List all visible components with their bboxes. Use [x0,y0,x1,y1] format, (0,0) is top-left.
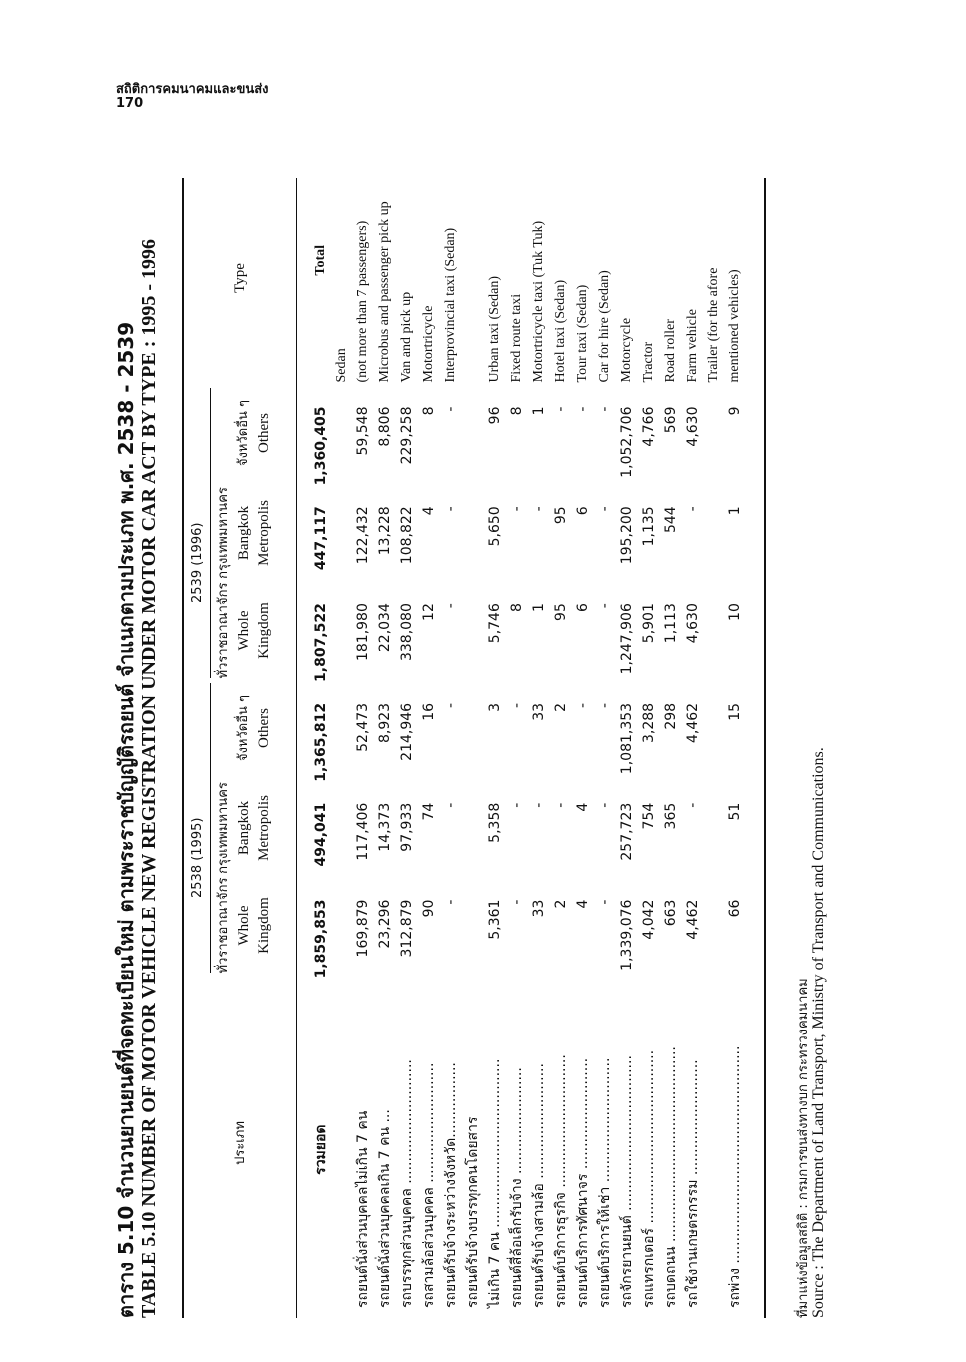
cell-value: - [597,802,613,808]
cell-value: 122,432 [355,506,371,565]
type-english-header: Type [232,263,248,293]
cell-value [332,399,352,499]
cell-value: 51 [727,802,743,821]
bangkok-1996-header: กรุงเทพมหานคร Bangkok Metropolis [216,487,272,579]
cell-value: 229,258 [399,406,415,465]
row-label-english: Van and pick up [399,291,414,383]
row-label-english: Urban taxi (Sedan) [487,275,502,383]
cell-value: 10 [727,603,743,621]
cell-value: - [597,702,613,708]
cell-value: 195,200 [619,506,635,565]
cell-value: 1,859,853 [313,899,329,979]
cell-value: 257,723 [619,802,635,861]
row-label-thai: รถพ่วง ................................................. [727,1045,743,1308]
row-label-english: Trailer (for the afore [706,267,721,383]
cell-value: 338,080 [399,603,415,662]
row-label-thai [332,991,352,1308]
cell-value: 33 [531,899,547,918]
cell-value [704,795,724,892]
table-row [484,138,506,1308]
row-label-english: Farm vehicle [685,309,700,383]
cell-value: - [575,702,591,708]
row-label-thai: รถยนต์รับจ้างสามล้อ .......................... [531,1063,547,1308]
cell-value: 5,901 [641,603,657,644]
cell-value: 74 [421,802,437,821]
cell-value: 298 [663,702,679,730]
cell-value: 95 [553,506,569,525]
cell-value: 5,650 [487,506,503,547]
table-row [616,138,638,1308]
cell-value: 1,081,353 [619,702,635,775]
cell-value: 4 [575,899,591,909]
cell-value [462,399,484,499]
cell-value: 1,807,522 [313,603,329,682]
year-1995-header: 2538 (1995) [190,817,205,898]
cell-value: 95 [553,603,569,621]
row-label-english: Car for hire (Sedan) [597,270,612,383]
cell-value: 96 [487,406,503,425]
cell-value: 22,034 [377,603,393,653]
cell-value [704,695,724,795]
cell-value: 33 [531,702,547,721]
cell-value: - [575,406,591,412]
cell-value: 312,879 [399,899,415,958]
cell-value: 9 [727,406,743,416]
cell-value [462,695,484,795]
cell-value: 1,135 [641,506,657,547]
row-label-thai: รถยนต์บริการทัศนาจร ......................... [575,1057,591,1308]
cell-value: 8,923 [377,702,393,744]
row-label-english: Road roller [663,319,678,383]
row-label-english: Tour taxi (Sedan) [575,284,590,383]
cell-value: - [509,802,525,808]
cell-value [332,892,352,992]
table-row [528,138,550,1308]
cell-value: 1 [531,406,547,416]
cell-value [704,595,724,695]
others-1996-header: จังหวัดอื่น ๆ Others [236,399,272,467]
table-caption-thai: ตาราง 5.10 จำนวนยานยนต์ที่จดทะเบียนใหม่ ตามพระราชบัญญัติรถยนต์ จำแนกตามประเภท พ.ศ. 2538 - 2539 [114,321,138,1318]
data-table-body [310,138,746,1308]
cell-value: 52,473 [355,702,371,752]
row-label-english: Hotel taxi (Sedan) [553,279,568,383]
year-1996-header: 2539 (1996) [190,522,205,603]
row-label-thai: รถยนต์นั่งส่วนบุคคลเกิน 7 คน ... [377,1109,393,1308]
row-label-thai: รถยนต์บริการให้เช่า ............................ [597,1057,613,1308]
cell-value: 569 [663,406,679,434]
table-row [396,138,418,1308]
cell-value: 3 [487,702,503,712]
row-label-thai [704,991,724,1308]
cell-value: 8,806 [377,406,393,447]
cell-value: 16 [421,702,437,721]
cell-value: 23,296 [377,899,393,949]
cell-value [462,498,484,595]
cell-value: - [597,899,613,905]
cell-value: 5,361 [487,899,503,940]
cell-value [462,795,484,892]
table-row [594,138,616,1308]
row-label-thai: รถใช้งานเกษตรกรรม .......................... [685,1059,701,1308]
cell-value: 1,339,076 [619,899,635,971]
cell-value: - [443,702,459,708]
row-label-english: Motorcycle [619,317,634,383]
page-number: 170 [116,96,144,111]
cell-value: 90 [421,899,437,918]
cell-value: 4,042 [641,899,657,940]
source-note-english: Source : The Department of Land Transport, Ministry of Transport and Communications. [810,747,827,1318]
bottom-rule [764,178,766,1318]
row-label-thai: รถยนต์นั่งส่วนบุคคลไม่เกิน 7 คน [355,1110,371,1308]
table-row [550,138,572,1308]
row-label-english: Fixed route taxi [509,293,524,383]
row-label-thai: รถยนต์รับจ้างบรรทุกคนโดยสาร [465,1116,481,1308]
cell-value: 4,462 [685,899,701,940]
cell-value: 59,548 [355,406,371,456]
row-label-thai: รถบดถนน ............................................ [663,1046,679,1308]
cell-value: 494,041 [313,802,329,867]
cell-value: 1,052,706 [619,406,635,478]
cell-value: 117,406 [355,802,371,861]
cell-value: 4,630 [685,603,701,644]
table-row [724,138,746,1308]
cell-value: 8 [421,406,437,416]
cell-value: 663 [663,899,679,927]
cell-value [462,595,484,695]
cell-value: 4 [421,506,437,516]
row-label-thai: รถบรรทุกส่วนบุคคล ............................ [399,1059,415,1308]
row-label-english: Sedan [334,348,349,383]
cell-value: 1,365,812 [313,702,329,782]
cell-value: 4,462 [685,702,701,744]
cell-value: 8 [509,406,525,416]
cell-value: - [685,506,701,512]
cell-value: 3,288 [641,702,657,744]
row-label-thai: รถแทรกเตอร์ ....................................... [641,1049,657,1308]
row-label-english: Tractor [641,341,656,383]
cell-value: 2 [553,899,569,909]
row-label-thai: รถยนต์รับจ้างระหว่างจังหวัด................. [443,1062,459,1308]
cell-value: 365 [663,802,679,830]
table-caption-english: TABLE 5.10 NUMBER OF MOTOR VEHICLE NEW REGISTRATION UNDER MOTOR CAR ACT BY TYPE : 1995 - 1996 [138,238,160,1318]
year-1996-rule [210,388,211,678]
cell-value: 5,358 [487,802,503,843]
cell-value: 14,373 [377,802,393,852]
cell-value: 2 [553,702,569,712]
table-row [374,138,396,1308]
cell-value: - [531,506,547,512]
table-row [352,138,374,1308]
cell-value [462,892,484,992]
cell-value [332,498,352,595]
rotated-table-page [110,138,850,1318]
cell-value: 754 [641,802,657,830]
cell-value: - [509,899,525,905]
cell-value: 214,946 [399,702,415,761]
cell-value: - [685,802,701,808]
cell-value: - [597,406,613,412]
cell-value: 4,630 [685,406,701,447]
cell-value: - [553,802,569,808]
cell-value [704,892,724,992]
cell-value: - [443,603,459,609]
row-label-english: (not more than 7 passengers) [355,220,370,383]
row-label-thai: รถสามล้อส่วนบุคคล ........................... [421,1062,437,1308]
top-rule [182,178,184,1318]
cell-value: 15 [727,702,743,721]
bangkok-1995-header: กรุงเทพมหานคร Bangkok Metropolis [216,782,272,874]
cell-value: 4,766 [641,406,657,447]
row-label-english: Microbus and passenger pick up [377,201,392,383]
cell-value: 12 [421,603,437,621]
cell-value [332,595,352,695]
cell-value: - [443,802,459,808]
cell-value: 13,228 [377,506,393,556]
row-label-thai: รถยนต์บริการธุรกิจ .............................. [553,1054,569,1308]
total-row [310,138,332,1308]
row-label-thai: รถยนต์สี่ล้อเล็กรับจ้าง ........................ [509,1067,525,1308]
table-row [638,138,660,1308]
row-label-english: Interprovincial taxi (Sedan) [443,227,458,383]
cell-value [332,695,352,795]
cell-value: 1,113 [663,603,679,644]
cell-value: 4 [575,802,591,812]
row-label-english: Motortricycle [421,305,436,383]
cell-value: - [531,802,547,808]
row-label-thai: รถจักรยานยนต์ ................................... [619,1055,635,1308]
row-label-english: Motortricycle taxi (Tuk Tuk) [531,220,546,383]
table-row [682,138,704,1308]
type-thai-header: ประเภท [233,1121,248,1165]
cell-value: 1,247,906 [619,603,635,675]
data-table [310,138,746,1308]
others-1995-header: จังหวัดอื่น ๆ Others [236,694,272,762]
year-1995-rule [210,683,211,973]
row-label-english: Total [313,244,328,276]
cell-value: 1 [531,603,547,613]
table-row [440,138,462,1308]
table-row [462,138,484,1308]
table-row [660,138,682,1308]
cell-value: 8 [509,603,525,613]
whole-kingdom-1996-header: ทั่วราชอาณาจักร Whole Kingdom [216,582,272,679]
cell-value: 1,360,405 [313,406,329,486]
cell-value: - [443,506,459,512]
cell-value: 5,746 [487,603,503,644]
cell-value: - [509,702,525,708]
cell-value: 108,822 [399,506,415,565]
cell-value [332,795,352,892]
source-note-thai: ที่มาแห่งข้อมูลสถิติ : กรมการขนส่งทางบก กระทรวงคมนาคม [796,978,811,1318]
table-row [418,138,440,1308]
cell-value [704,399,724,499]
cell-value: - [597,603,613,609]
cell-value: 66 [727,899,743,918]
cell-value: - [597,506,613,512]
row-label-thai: ไม่เกิน 7 คน ...................................... [487,1058,503,1308]
cell-value: - [443,406,459,412]
cell-value: - [509,506,525,512]
whole-kingdom-1995-header: ทั่วราชอาณาจักร Whole Kingdom [216,877,272,974]
cell-value: 447,117 [313,506,329,571]
cell-value: 544 [663,506,679,534]
table-row [506,138,528,1308]
cell-value: 6 [575,603,591,613]
row-label-english [462,138,484,399]
cell-value: - [443,899,459,905]
cell-value: 97,933 [399,802,415,852]
running-header-title: สถิติการคมนาคมและขนส่ง [116,82,269,97]
header-bottom-rule [296,178,297,1318]
row-label-english: mentioned vehicles) [727,269,742,383]
row-label-thai: รวมยอด [313,1124,329,1175]
cell-value: 169,879 [355,899,371,958]
table-row [572,138,594,1308]
cell-value: 1 [727,506,743,516]
table-row [332,138,352,1308]
cell-value [704,498,724,595]
table-row [704,138,724,1308]
cell-value: 6 [575,506,591,516]
cell-value: - [553,406,569,412]
cell-value: 181,980 [355,603,371,662]
